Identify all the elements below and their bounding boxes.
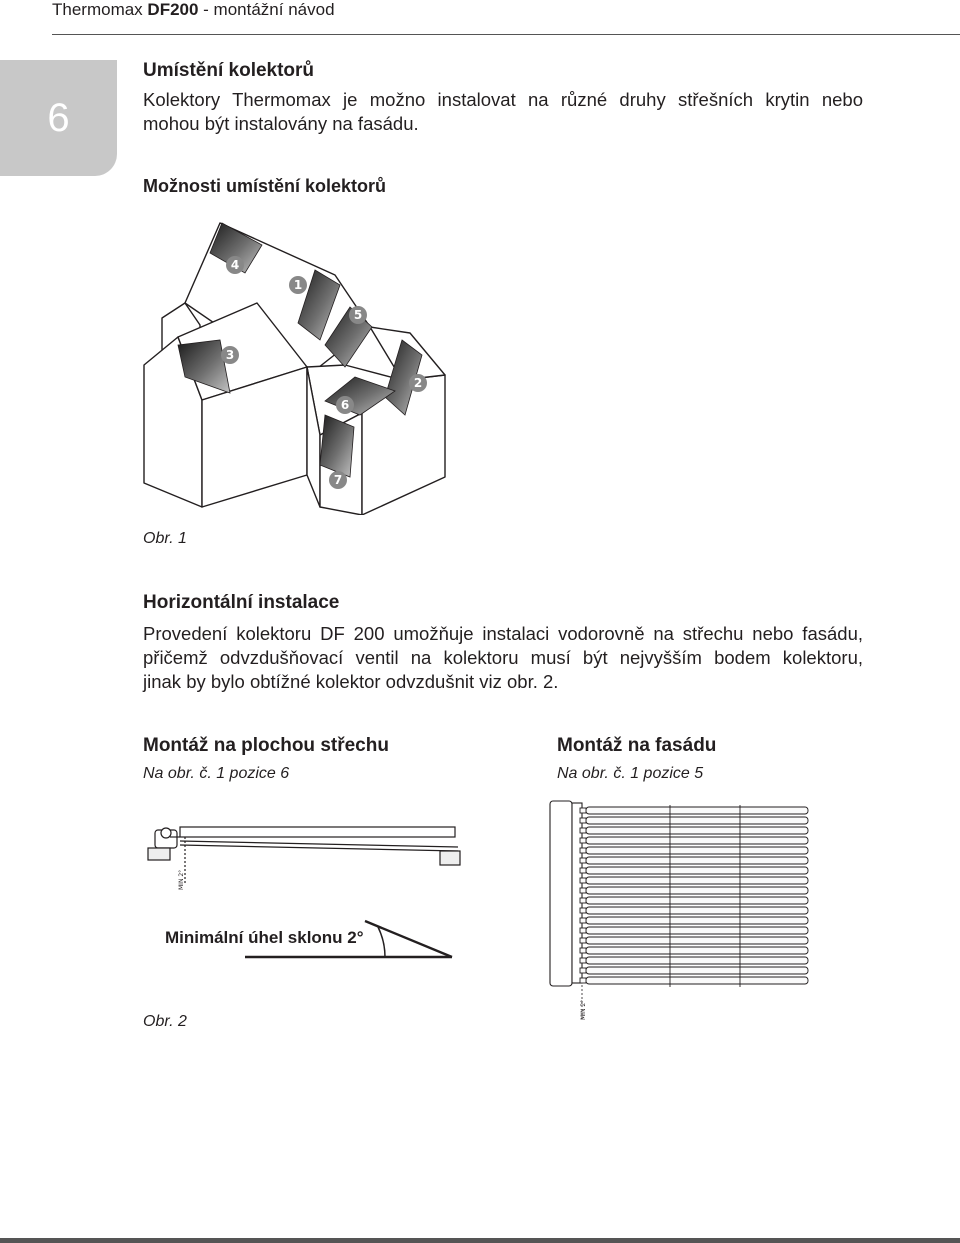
collector-tube: [586, 857, 808, 864]
collector-tube: [586, 957, 808, 964]
collector-tube: [586, 977, 808, 984]
subsection-title-options: Možnosti umístění kolektorů: [143, 176, 387, 196]
header-suffix: - montážní návod: [198, 0, 335, 19]
svg-text:5: 5: [353, 308, 363, 322]
position-marker-6: [336, 396, 354, 414]
collector-tube: [586, 947, 808, 954]
tube-connector: [580, 858, 586, 863]
dim-label-facade: MIN 2°: [580, 999, 587, 1020]
figure-caption-1: Obr. 1: [143, 530, 187, 547]
tube-connector: [580, 928, 586, 933]
svg-text:7: 7: [333, 473, 343, 487]
position-marker-4: [226, 256, 244, 274]
header-prefix: Thermomax: [52, 0, 148, 19]
collector-tube: [586, 927, 808, 934]
footer-rule: [0, 1238, 960, 1243]
tube-connector: [580, 848, 586, 853]
flat-roof-caption: Na obr. č. 1 pozice 6: [143, 765, 290, 782]
position-marker-7: [329, 471, 347, 489]
tube-connector: [580, 968, 586, 973]
section-title-horizontal: Horizontální instalace: [143, 592, 340, 613]
tube-connector: [580, 828, 586, 833]
tube-connector: [580, 838, 586, 843]
chapter-number: 6: [47, 95, 70, 140]
min-angle-drawing: [240, 915, 460, 965]
tube-connector: [580, 918, 586, 923]
svg-text:6: 6: [340, 398, 350, 412]
tube-connector: [580, 978, 586, 983]
section-text-placement: [143, 88, 863, 136]
collector-tube: [586, 827, 808, 834]
section-text-horizontal: [143, 622, 863, 694]
collector-tube: [586, 867, 808, 874]
facade-mount-drawing: [540, 795, 820, 1025]
tube-connector: [580, 938, 586, 943]
flat-roof-title: Montáž na plochou střechu: [143, 735, 389, 756]
tube-connector: [580, 948, 586, 953]
facade-title: Montáž na fasádu: [557, 735, 717, 756]
collector-tube: [586, 837, 808, 844]
text-line: Kolektory Thermomax je možno instalovat na různé druhy střešních krytin nebo: [143, 89, 863, 110]
position-marker-3: [221, 346, 239, 364]
tube-connector: [580, 808, 586, 813]
collector-tube: [586, 817, 808, 824]
position-marker-5: [349, 306, 367, 324]
chapter-tab: [0, 60, 117, 176]
collector-tube: [586, 907, 808, 914]
min-angle-label: Minimální úhel sklonu 2°: [165, 928, 364, 947]
tube-connector: [580, 908, 586, 913]
text-line: přičemž odvzdušňovací ventil na kolektoru musí být nejvyšším bodem kolektoru,: [143, 647, 863, 668]
collector-tube: [586, 807, 808, 814]
svg-text:3: 3: [225, 348, 235, 362]
flat-roof-mount-drawing: [140, 815, 470, 895]
tube-connector: [580, 878, 586, 883]
collector-tube: [586, 847, 808, 854]
section-title-placement: Umístění kolektorů: [143, 60, 315, 81]
collector-tube: [586, 897, 808, 904]
text-line: jinak by bylo obtížné kolektor odvzdušnit viz obr. 2.: [143, 671, 559, 692]
header-product: DF200: [147, 0, 199, 19]
tube-connector: [580, 898, 586, 903]
text-line: mohou být instalovány na fasádu.: [143, 113, 419, 134]
tube-connector: [580, 818, 586, 823]
svg-text:4: 4: [230, 258, 240, 272]
position-marker-1: [289, 276, 307, 294]
collector-tube: [586, 877, 808, 884]
svg-text:1: 1: [293, 278, 303, 292]
house-placement-diagram: [140, 215, 460, 515]
tube-connector: [580, 868, 586, 873]
running-header: [52, 0, 335, 22]
collector-tube: [586, 917, 808, 924]
tube-connector: [580, 888, 586, 893]
dim-label-flat: MIN 2°: [178, 869, 185, 890]
position-marker-2: [409, 374, 427, 392]
collector-tube: [586, 937, 808, 944]
figure-caption-2: Obr. 2: [143, 1013, 187, 1030]
collector-tube: [586, 967, 808, 974]
facade-caption: Na obr. č. 1 pozice 5: [557, 765, 704, 782]
text-line: Provedení kolektoru DF 200 umožňuje instalaci vodorovně na střechu nebo fasádu,: [143, 623, 863, 644]
collector-tube: [586, 887, 808, 894]
header-rule: [52, 34, 960, 35]
svg-text:2: 2: [413, 376, 423, 390]
collector-tubes: [580, 805, 808, 987]
tube-connector: [580, 958, 586, 963]
